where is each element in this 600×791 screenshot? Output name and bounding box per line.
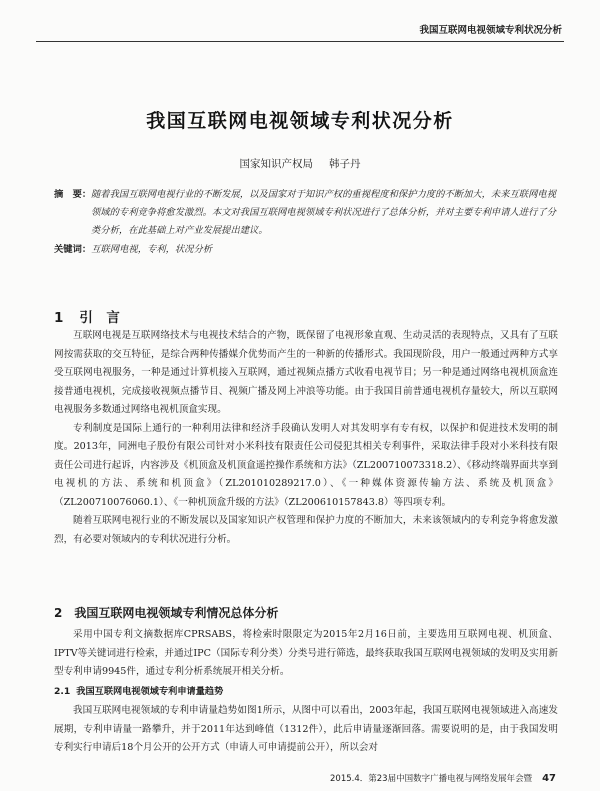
section-2-body (54, 626, 558, 682)
section-1-title: 引 言 (79, 310, 120, 326)
abstract-text: 随着我国互联网电视行业的不断发展，以及国家对于知识产权的重视程度和保护力度的不断加大，未来互联网电视领域的专利竞争将愈发激烈。本文对我国互联网电视领域专利状况进行了总体分析，并对主要专利申请人进行了分类分析，在此基础上对产业发展提出建议。 (91, 189, 556, 236)
keywords-label: 关键词： (54, 244, 92, 255)
header-rule (36, 41, 564, 42)
footer-issue: 2015.4．第23届中国数字广播电视与网络发展年会暨 (330, 774, 533, 784)
keywords (54, 241, 212, 255)
paragraph: 我国互联网电视领域的专利申请量趋势如图1所示，从图中可以看出，2003年起，我国互联网电视领域进入高速发展期，专利申请量一路攀升，并于2011年达到峰值（1312件），此后申请量逐渐回落。需要说明的是，由于我国发明专利实行申请后18个月公开的公开方式（申请人可申请提前公开），所以会对 (54, 705, 558, 753)
paper-title: 我国互联网电视领域专利状况分析 (146, 110, 454, 132)
running-head: 我国互联网电视领域专利状况分析 (419, 25, 562, 36)
author-affiliation: 国家知识产权局 (239, 158, 313, 170)
paragraph: 互联网电视是互联网络技术与电视技术结合的产物，既保留了电视形象直观、生动灵活的表现特点，又具有了互联网按需获取的交互特征，是综合两种传播媒介优势而产生的一种新的传播形式。我国现阶段，用户一般通过两种方式享受互联网电视服务，一种是通过计算机接入互联网，通过视频点播方式收看电视节目；另一种是通过网络电视机顶盒连接普通电视机，完成接收视频点播节目、视频广播及网上冲浪等功能。由于我国目前普通电视机存量较大，所以互联网电视服务多数通过网络电视机顶盒实现。 (54, 330, 558, 415)
paragraph: 专利制度是国际上通行的一种利用法律和经济手段确认发明人对其发明享有专有权，以保护和促进技术发明的制度。2013年，同洲电子股份有限公司针对小米科技有限责任公司侵犯其相关专利事件，采取法律手段对小米科技有限责任公司进行起诉，内容涉及《机顶盒及机顶盒遥控操作系统和方法》（ZL200710073318.2）、《移动终端界面共享到电视机的方法、系统和机顶盒》（ZL201010289217.0）、《一种媒体资源传输方法、系统及机顶盒》（ZL200710076060.1）、《一种机顶盒升级的方法》（ZL200610157843.8）等四项专利。 (54, 422, 558, 508)
paragraph: 采用中国专利文摘数据库CPRSABS，将检索时限限定为2015年2月16日前，主要选用互联网电视、机顶盒、IPTV等关键词进行检索，并通过IPC（国际专利分类）分类号进行筛选，最终获取我国互联网电视领域的发明及实用新型专利申请9945件，通过专利分析系统展开相关分析。 (54, 629, 558, 677)
section-1-body (54, 327, 558, 549)
abstract (54, 186, 556, 240)
keywords-text: 互联网电视，专利，状况分析 (91, 244, 213, 255)
author-name: 韩子丹 (329, 158, 361, 170)
page-number: 47 (542, 773, 556, 784)
subsection-title: 我国互联网电视领域专利申请量趋势 (76, 686, 224, 697)
subsection-number: 2.1 (54, 686, 71, 697)
section-1-number: 1 (54, 310, 64, 326)
section-1-heading (54, 306, 120, 326)
paragraph: 随着互联网电视行业的不断发展以及国家知识产权管理和保护力度的不断加大，未来该领域内的专利竞争将愈发激烈，有必要对领域内的专利状况进行分析。 (54, 515, 558, 545)
author-line (0, 156, 600, 171)
page-footer (330, 772, 556, 784)
section-2-heading (54, 604, 278, 621)
section-2-title: 我国互联网电视领域专利情况总体分析 (74, 606, 279, 620)
section-2-number: 2 (54, 606, 63, 620)
subsection-2-1-heading (54, 683, 223, 697)
subsection-2-1-body (54, 702, 558, 758)
abstract-label: 摘 要： (54, 189, 92, 200)
